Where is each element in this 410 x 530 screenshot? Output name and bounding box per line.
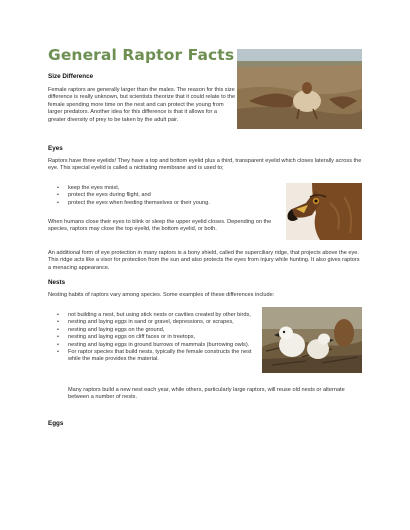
- list-item: • not building a nest, but using stick nests or cavities created by other birds,: [57, 312, 257, 319]
- size-difference-text: Female raptors are generally larger than the males. The reason for this size difference is really unknown, but scientists theorize that it could relate to the female spending more time on the nest and can protect the young from larger predators. Another idea for this difference is that it allows for a greater diversity of prey to be taken by the adult pair.: [48, 87, 236, 123]
- list-item: • keep the eyes moist,: [57, 185, 277, 192]
- hawk-landing-photo: [237, 49, 362, 129]
- list-item: • nesting and laying eggs in sand or gravel, depressions, or scrapes,: [57, 319, 257, 326]
- nest-reuse-text: Many raptors build a new nest each year, while others, particularly large raptors, will reuse old nests or alternate between a number of nests.: [68, 387, 345, 401]
- heading-eyes: Eyes: [48, 145, 63, 152]
- heading-size-difference: Size Difference: [48, 73, 94, 80]
- eyes-blink-text: When humans close their eyes to blink or sleep the upper eyelid closes. Depending on the species, raptors may close the top eyelid, the bottom eyelid, or both.: [48, 219, 272, 233]
- list-item: • protect the eyes during flight, and: [57, 192, 277, 199]
- list-item: • protect the eyes when feeding themselves or their young.: [57, 200, 277, 207]
- list-item: • For raptor species that build nests, typically the female constructs the nest while the male provides the material.: [57, 349, 257, 364]
- eyes-intro-text: Raptors have three eyelids! They have a top and bottom eyelid plus a third, transparent eyelid which closes laterally across the eye. This special eyelid is called a nictitating membrane and is used to;: [48, 158, 362, 172]
- list-item: • nesting and laying eggs on cliff faces or in treetops,: [57, 334, 257, 341]
- superciliary-ridge-text: An additional form of eye protection in many raptors is a bony shield, called the superciliary ridge, that projects above the eye. This ridge acts like a visor for protection from the sun and also protects the eyes from injury while hunting. It also gives raptors a menacing appearance.: [48, 250, 360, 271]
- heading-nests: Nests: [48, 279, 66, 286]
- eyelid-uses-list: [57, 185, 277, 207]
- eagle-head-photo: [286, 183, 362, 240]
- page-title: General Raptor Facts: [48, 46, 235, 64]
- nesting-habits-list: [57, 312, 257, 364]
- nests-intro-text: Nesting habits of raptors vary among species. Some examples of these differences include:: [48, 292, 275, 298]
- nestling-photo: [262, 307, 362, 373]
- list-item: • nesting and laying eggs in ground burrows of mammals (burrowing owls).: [57, 342, 257, 349]
- heading-eggs: Eggs: [48, 420, 64, 427]
- list-item: • nesting and laying eggs on the ground,: [57, 327, 257, 334]
